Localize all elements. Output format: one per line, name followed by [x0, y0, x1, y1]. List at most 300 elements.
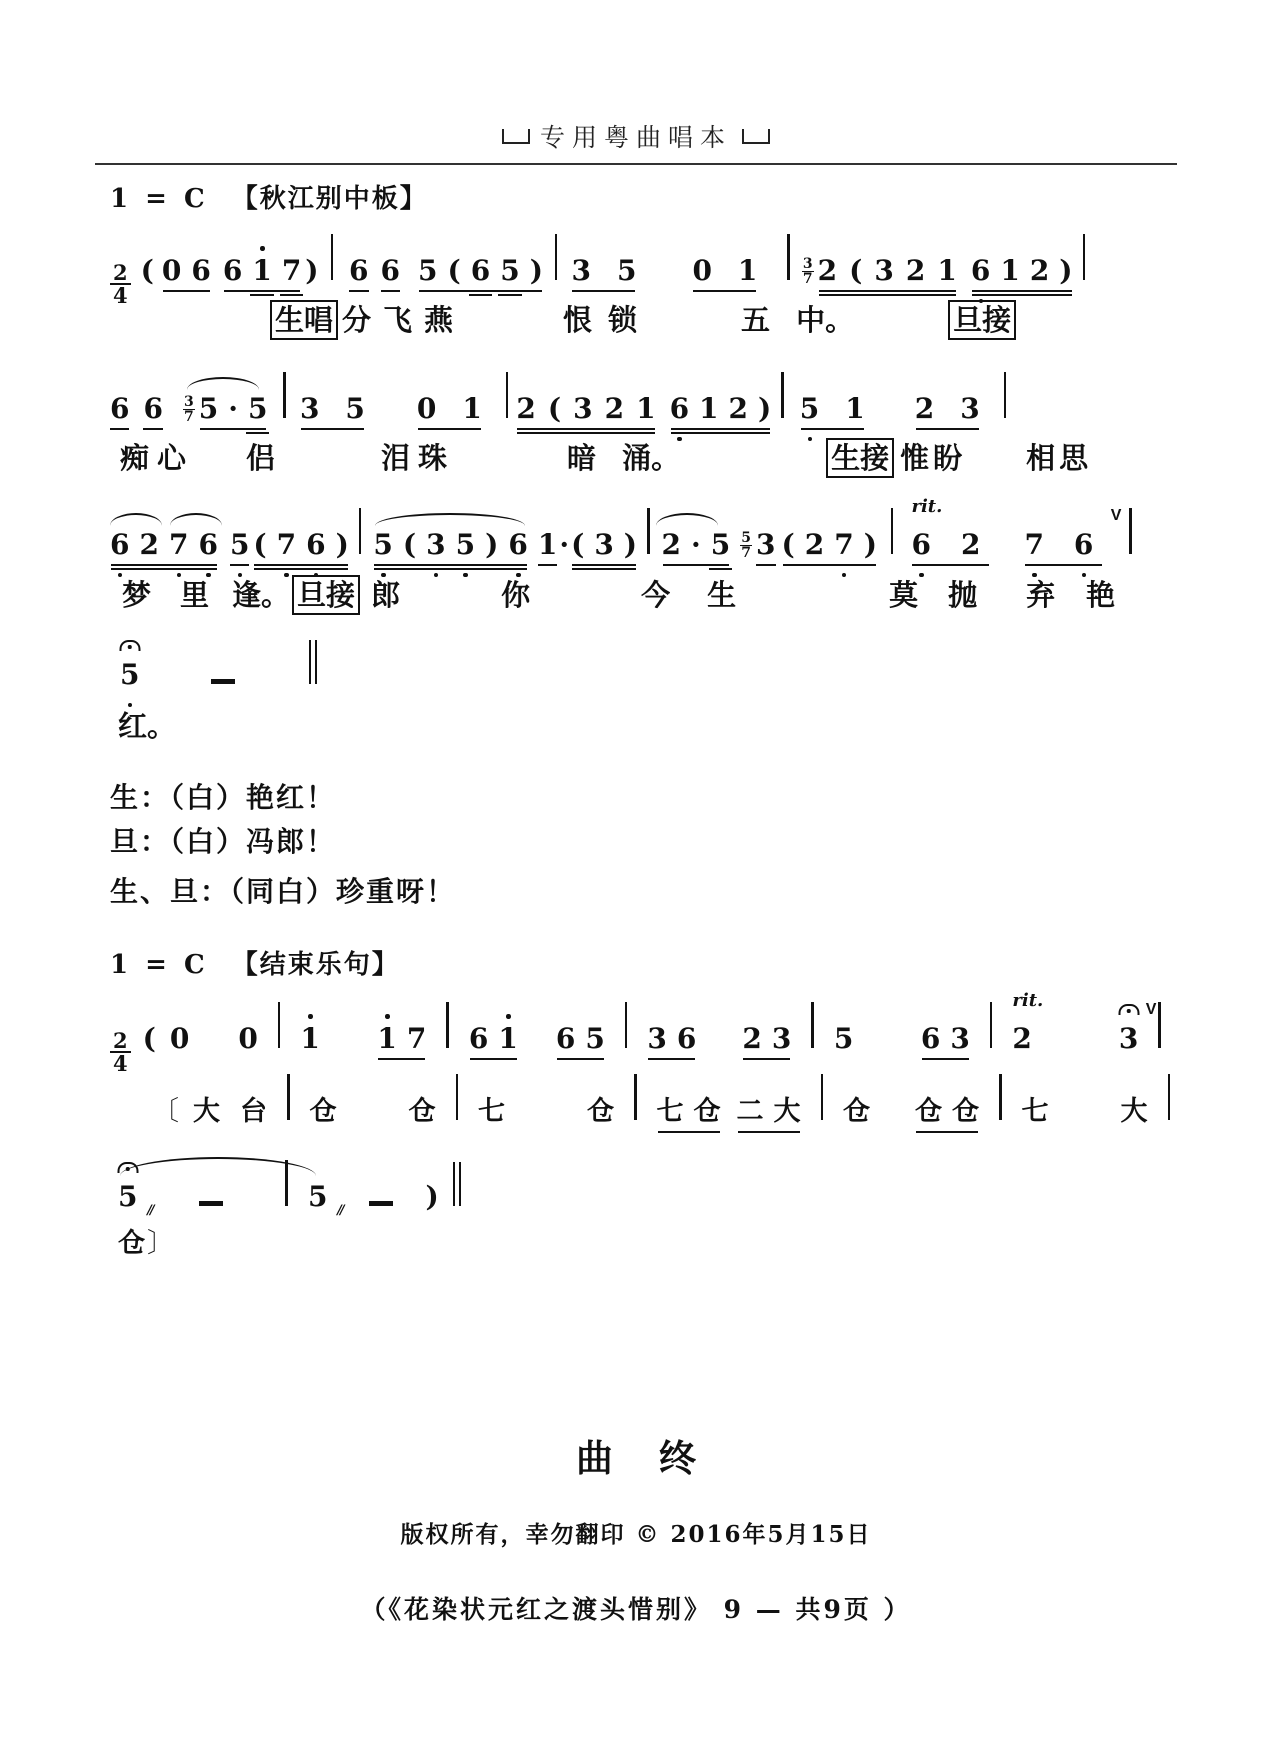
lyric-syllable: 痴心 — [120, 441, 195, 475]
rit-label: rit. — [1012, 990, 1044, 1011]
barline — [787, 234, 790, 280]
note — [699, 393, 718, 425]
note-value: 5 — [120, 658, 140, 691]
note-value: 6 — [143, 392, 163, 425]
note-value: 大 — [1120, 1096, 1148, 1127]
note — [594, 529, 613, 561]
note-value: 3 — [571, 254, 591, 287]
lyric-syllable: 逢。 — [232, 578, 291, 612]
note — [407, 1023, 426, 1055]
title-page-line: （《花染状元红之渡头惜别》 9 — 共9页 ） — [360, 1595, 912, 1624]
note — [1022, 1096, 1049, 1128]
note — [169, 529, 188, 561]
note-value: 2 — [817, 254, 838, 287]
note — [849, 255, 862, 287]
barline — [283, 372, 286, 418]
note-value: 3 — [771, 1022, 792, 1055]
note — [238, 1023, 257, 1055]
key-signature: 1 = C — [110, 950, 209, 980]
note — [508, 529, 527, 561]
note — [758, 393, 771, 425]
note-value: ) — [335, 528, 349, 561]
lyric-syllable: 涌。 — [622, 441, 681, 475]
octave-dot-above-icon — [506, 1014, 511, 1019]
note — [756, 529, 775, 561]
octave-dot-above-icon — [260, 246, 265, 251]
note-value: 2 — [1012, 1022, 1032, 1055]
note-value: 7 — [168, 528, 189, 561]
measure — [457, 1023, 617, 1055]
note-group — [971, 255, 1073, 287]
music-line-a2 — [110, 372, 1014, 424]
note-value: ( — [402, 528, 417, 561]
note — [738, 255, 757, 287]
note-value: 6 — [555, 1022, 576, 1055]
note-value: 5 — [418, 254, 438, 287]
note-value: ( — [781, 528, 795, 561]
percussion-line — [110, 1074, 1178, 1126]
note — [110, 393, 129, 425]
lyric-syllable: 红。 — [118, 709, 177, 743]
note-value: 5 — [373, 528, 393, 561]
note-group — [657, 1096, 721, 1128]
note-group — [1024, 507, 1122, 561]
dialog-line-3: 生、旦：（同白）珍重呀！ — [110, 875, 457, 908]
barline — [278, 1002, 281, 1048]
note — [617, 255, 636, 287]
barline — [1083, 234, 1086, 280]
ts-numerator: 2 — [110, 1030, 131, 1053]
note — [471, 255, 490, 287]
note — [911, 529, 930, 561]
note — [306, 529, 325, 561]
note-value: ) — [623, 528, 638, 561]
music-symbol: 〔 — [152, 1096, 179, 1127]
note — [906, 255, 925, 287]
note — [199, 393, 218, 425]
note-value: 3 — [874, 254, 894, 287]
note — [845, 393, 864, 425]
note-group — [670, 393, 772, 425]
note-group — [692, 255, 757, 287]
lyric-syllable: 惟盼 — [900, 441, 967, 475]
note-value: 6 — [110, 528, 130, 561]
header-divider — [95, 163, 1177, 165]
lyric-syllable: 郎 — [371, 578, 401, 612]
note-group — [662, 529, 731, 561]
music-symbol: ) — [425, 1180, 439, 1213]
barline — [1168, 1074, 1171, 1120]
note-value: 6 — [191, 254, 211, 287]
barline — [634, 1074, 637, 1120]
note — [571, 255, 590, 287]
role-label: 旦接 — [948, 300, 1016, 340]
note — [139, 529, 158, 561]
note — [1121, 1096, 1148, 1128]
note — [403, 529, 416, 561]
role-label: 旦接 — [292, 575, 360, 615]
barline — [446, 1002, 449, 1048]
octave-dot-above-icon — [308, 1014, 313, 1019]
note-value: 3 — [426, 528, 446, 561]
tune-name: 【结束乐句】 — [231, 950, 400, 980]
note — [500, 255, 519, 287]
note — [162, 255, 181, 287]
note — [864, 529, 877, 561]
barline — [456, 1074, 459, 1120]
note-value: 仓 — [118, 1228, 145, 1259]
note-group — [469, 1023, 518, 1055]
grace-bottom: 7 — [802, 271, 813, 287]
open-box-icon — [742, 129, 770, 144]
note-value: 6 — [468, 1022, 489, 1055]
note-value: 仓 — [587, 1096, 614, 1127]
note-value: 3 — [647, 1022, 667, 1055]
measure — [1010, 1096, 1160, 1128]
note — [692, 255, 711, 287]
role-label: 生接 — [826, 438, 894, 478]
note-value: 仓 — [408, 1096, 436, 1127]
grace-bottom: 7 — [183, 409, 194, 425]
note-value: 1 — [537, 528, 558, 561]
note-value: 5 — [799, 392, 820, 425]
measure — [298, 1096, 448, 1128]
lyric-syllable: 艳 — [1086, 578, 1116, 612]
note — [345, 393, 364, 425]
measure — [635, 1023, 803, 1055]
tremolo-icon: // — [146, 1203, 153, 1218]
note — [485, 529, 498, 561]
note — [573, 393, 592, 425]
note — [1030, 255, 1049, 287]
note-group — [737, 1096, 801, 1128]
note-value: 3 — [299, 392, 320, 425]
barline — [821, 1074, 824, 1120]
breath-mark-icon: V — [1145, 1001, 1157, 1018]
slur-arc-icon — [187, 377, 259, 391]
note-value: 1 — [462, 392, 482, 425]
role-label: 生唱 — [270, 300, 338, 340]
note — [636, 393, 655, 425]
music-symbol: ( — [142, 1022, 156, 1055]
note-group — [373, 529, 527, 561]
note — [691, 529, 701, 561]
lyric-syllable: 生 — [707, 578, 737, 612]
note — [548, 393, 561, 425]
barline — [359, 508, 362, 554]
barline — [999, 1074, 1002, 1120]
note — [252, 255, 271, 287]
note — [585, 1023, 604, 1055]
note — [915, 1096, 942, 1128]
lyric-syllable: 中。 — [796, 303, 855, 337]
note-group — [800, 393, 865, 425]
note — [228, 393, 238, 425]
note-group — [162, 255, 211, 287]
note-value: 6 — [470, 254, 491, 287]
tremolo-icon: // — [336, 1203, 343, 1218]
note-group — [417, 393, 482, 425]
octave-dot-below-icon — [128, 703, 133, 708]
lyric-syllable: 泪珠 — [381, 441, 456, 475]
note-value: 1 — [377, 1022, 397, 1055]
note — [782, 529, 795, 561]
note-value: 0 — [416, 392, 437, 425]
note — [805, 529, 824, 561]
fermata-icon — [119, 640, 140, 651]
note-value: ( — [253, 528, 267, 561]
note-value: 1 — [845, 392, 865, 425]
note — [937, 255, 956, 287]
note — [469, 1023, 488, 1055]
note — [300, 393, 319, 425]
note-value: 5 — [247, 392, 268, 425]
lyrics-line-a4 — [110, 708, 176, 750]
note — [677, 1023, 696, 1055]
note-value: 2 — [516, 392, 536, 425]
note — [170, 1023, 189, 1055]
note — [1012, 990, 1044, 1055]
breath-mark-icon: V — [1110, 507, 1122, 524]
note — [1074, 529, 1093, 561]
barline — [625, 1002, 628, 1048]
fermata-icon — [117, 1162, 138, 1173]
dialog-line-1: 生：（白）艳红！ — [110, 781, 337, 814]
barline — [647, 508, 650, 554]
note — [960, 393, 979, 425]
note-value: 3 — [950, 1022, 970, 1055]
note — [448, 255, 461, 287]
barline — [1004, 372, 1007, 418]
note-value: ) — [485, 528, 499, 561]
measure — [831, 1096, 991, 1128]
note-value: 仓 — [309, 1096, 337, 1127]
note — [605, 393, 624, 425]
note — [952, 1096, 979, 1128]
note-group — [911, 496, 990, 561]
note-value: 6 — [669, 392, 690, 425]
note — [657, 1096, 684, 1128]
measure — [645, 1096, 813, 1128]
note — [118, 1180, 153, 1218]
note — [961, 529, 980, 561]
note-value: 7 — [1024, 528, 1044, 561]
lyric-syllable: 弃 — [1026, 578, 1056, 612]
note — [409, 1096, 436, 1128]
note-value: 2 — [905, 254, 926, 287]
note-value: 七 — [478, 1096, 505, 1127]
note-value: 6 — [110, 392, 130, 425]
note-value: 大 — [773, 1096, 801, 1127]
note — [772, 1023, 791, 1055]
note-value: ) — [863, 528, 877, 561]
lyric-syllable: 梦 — [122, 578, 152, 612]
barline — [287, 1074, 290, 1120]
grace-top: 5 — [741, 530, 752, 546]
note-value: 5 — [616, 254, 637, 287]
lyric-syllable: 五 — [741, 303, 771, 337]
note — [478, 1096, 505, 1128]
note-value: 6 — [1073, 528, 1094, 561]
music-symbol: · — [559, 528, 570, 561]
note-value: 2 — [728, 392, 749, 425]
note-value: 5 — [307, 1180, 328, 1213]
note-value: 5 — [229, 528, 250, 561]
note-value: 3 — [1118, 1022, 1139, 1055]
barline — [506, 372, 509, 418]
note — [556, 1023, 575, 1055]
section-a-heading — [110, 178, 428, 215]
page-header — [0, 118, 1272, 154]
slur-arc-icon — [375, 513, 525, 527]
note-group — [782, 529, 877, 561]
note-value: ( — [547, 392, 562, 425]
grace-notes — [802, 257, 814, 286]
note-value: 3 — [756, 528, 776, 561]
note-value: ) — [529, 254, 543, 287]
music-line-a1 — [110, 234, 1093, 308]
barline — [811, 1002, 814, 1048]
note-value: 0 — [238, 1022, 258, 1055]
note-value: 2 — [742, 1022, 762, 1055]
note — [834, 1023, 853, 1055]
note — [530, 255, 543, 287]
note-value: 5 — [500, 254, 520, 287]
note — [774, 1096, 801, 1128]
note — [662, 529, 681, 561]
slur-arc-icon — [656, 513, 718, 527]
note — [381, 255, 400, 287]
note-value: 6 — [380, 254, 401, 287]
grace-notes — [740, 531, 752, 560]
lyric-syllable: 侣 — [246, 441, 276, 475]
note-value: 仓 — [915, 1096, 942, 1127]
note — [191, 255, 210, 287]
note-value: 0 — [161, 254, 182, 287]
lyric-syllable: 抛 — [948, 578, 978, 612]
ts-denominator: 4 — [113, 1051, 128, 1076]
grace-top: 3 — [802, 256, 813, 272]
sustain-dash — [369, 1201, 393, 1206]
note — [110, 529, 129, 561]
note-value: 6 — [911, 528, 931, 561]
note-value: 5 — [833, 1022, 854, 1055]
note — [834, 529, 853, 561]
note-value: 七 — [656, 1096, 684, 1127]
measure — [822, 1023, 982, 1055]
note — [377, 1023, 396, 1055]
end-of-song-label: 曲终 — [576, 1436, 742, 1480]
note-group — [571, 529, 637, 561]
note-value: 6 — [349, 254, 369, 287]
note-value: 3 — [594, 528, 614, 561]
note-group — [556, 1023, 605, 1055]
note — [373, 529, 392, 561]
note-value: 7 — [281, 254, 302, 287]
sustain-dash — [211, 679, 235, 684]
note — [336, 529, 349, 561]
note-value: 1 — [937, 254, 957, 287]
note — [647, 1023, 666, 1055]
key-signature: 1 = C — [110, 184, 209, 214]
note — [711, 529, 730, 561]
note-value: 1 — [252, 254, 272, 287]
note-group — [199, 393, 268, 425]
note — [349, 255, 368, 287]
note-group — [915, 1096, 979, 1128]
note-value: 大 — [193, 1096, 220, 1127]
note-value: 1 — [737, 254, 758, 287]
open-box-icon — [502, 129, 530, 144]
note-value: 七 — [1021, 1096, 1049, 1127]
note — [670, 393, 689, 425]
note — [818, 255, 837, 287]
note — [921, 1023, 940, 1055]
note — [950, 1023, 969, 1055]
note — [198, 529, 217, 561]
note — [538, 529, 557, 561]
note-value: 2 — [804, 528, 825, 561]
note-value: ( — [849, 254, 863, 287]
note-value: 5 — [198, 392, 219, 425]
note-value: · — [691, 528, 701, 561]
note-value: ( — [447, 254, 461, 287]
fermata-icon — [1118, 1004, 1139, 1015]
note-group — [921, 1023, 970, 1055]
note — [307, 1180, 343, 1218]
barline — [555, 234, 558, 280]
note — [300, 1023, 319, 1055]
note-value: 7 — [276, 528, 297, 561]
barline — [1129, 508, 1132, 554]
slur-arc-icon — [170, 513, 222, 527]
measure — [466, 1096, 626, 1128]
note-group — [300, 393, 365, 425]
lyric-syllable: 相思 — [1026, 441, 1093, 475]
note — [253, 529, 266, 561]
measure — [288, 1023, 438, 1055]
copyright-line: 版权所有，幸勿翻印 © 2016年5月15日 — [400, 1521, 872, 1548]
note-value: 6 — [970, 254, 991, 287]
lyrics-line-a1 — [110, 300, 1016, 342]
note — [118, 1228, 145, 1260]
note-value: 5 — [455, 528, 476, 561]
barline — [1158, 1002, 1161, 1048]
note-value: ( — [571, 528, 585, 561]
note — [971, 255, 990, 287]
note — [516, 393, 535, 425]
note-group — [253, 529, 348, 561]
barline — [891, 508, 894, 554]
note-value: 2 — [661, 528, 682, 561]
slur-arc-icon — [110, 513, 162, 527]
note-value: 1 — [498, 1022, 518, 1055]
measure — [1000, 990, 1157, 1055]
note-value: 1 — [636, 392, 656, 425]
note — [248, 393, 267, 425]
lyrics-line-a2 — [110, 438, 1092, 480]
note — [742, 1023, 761, 1055]
note-value: 1 — [699, 392, 719, 425]
note — [571, 529, 584, 561]
lyric-syllable: 暗 — [567, 441, 597, 475]
note-group — [818, 255, 957, 287]
note — [587, 1096, 614, 1128]
note-value: 6 — [676, 1022, 697, 1055]
note — [426, 529, 445, 561]
note-value: · — [228, 392, 238, 425]
lyric-syllable: 恨锁 — [563, 303, 654, 337]
